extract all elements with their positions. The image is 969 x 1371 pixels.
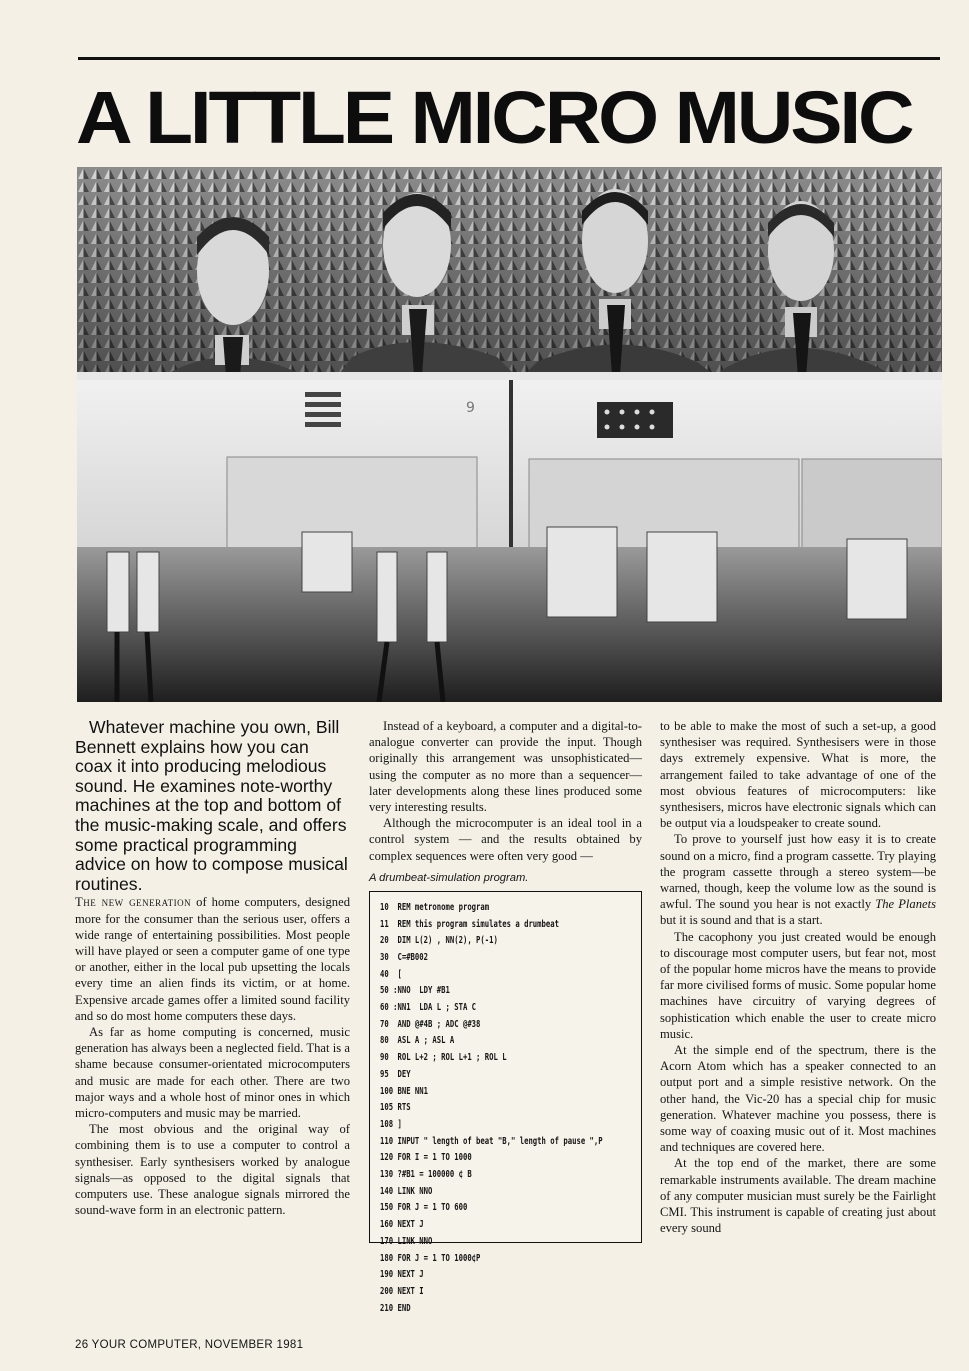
listing-line: 110 INPUT " length of beat "B," length of pause ",P: [380, 1135, 603, 1147]
col3-paragraph-1: to be able to make the most of such a set-up, a good synthesiser was required. Synthesisers were in those days extremely expensive. What is more, the arrangement failed to take advantage of one of the most obvious features of microcomputers: like synthesisers, micros have electronic signals which can be output via a loudspeaker to create sound.: [660, 719, 936, 831]
listing-line: 60 :NN1 LDA L ; STA C: [380, 1002, 477, 1014]
program-listing: [369, 891, 642, 1314]
listing-line: 180 FOR J = 1 TO 1000¢P: [380, 1252, 481, 1264]
page-footer: 26 YOUR COMPUTER, NOVEMBER 1981: [75, 1339, 304, 1351]
listing-line: 210 END: [380, 1302, 411, 1314]
listing-line: 40 [: [380, 968, 402, 980]
column-2: [369, 718, 642, 1314]
planets-title: The Planets: [875, 897, 936, 912]
listing-line: 170 LINK NNO: [380, 1235, 433, 1247]
band-photo: [77, 167, 942, 702]
column-3: [660, 718, 936, 1237]
col3-paragraph-5: At the top end of the market, there are some remarkable instruments available. The dream machine of any computer musician must surely be the Fairlight CMI. This instrument is capable of creating just about every sound: [660, 1156, 936, 1236]
listing-line: 130 ?#B1 = 100000 ¢ B: [380, 1169, 472, 1181]
listing-line: 150 FOR J = 1 TO 600: [380, 1202, 468, 1214]
col3-paragraph-4: At the simple end of the spectrum, there is the Acorn Atom which has a speaker connected to an output port and a simple resistive network. On the other hand, the Vic-20 has a special chip for music generation. Whatever machine you possess, there is some way of coaxing music out of it. Most machines and techniques are covered here.: [660, 1043, 936, 1155]
listing-line: 90 ROL L+2 ; ROL L+1 ; ROL L: [380, 1052, 507, 1064]
col2-paragraph-1: Instead of a keyboard, a computer and a digital-to-analogue converter can provide the input. Though originally this arrangement was unsophisticated—using the computer as no more than a sequencer—later developments along these lines produced some very interesting results.: [369, 719, 642, 815]
listing-line: 100 BNE NN1: [380, 1085, 429, 1097]
headline: A LITTLE MICRO MUSIC: [76, 76, 912, 159]
col1-paragraph-3: The most obvious and the original way of combining them is to use a computer to control a synthesiser. Early synthesisers worked by analogue signals—as opposed to the digital signals that computers use. These analogue signals mirrored the sound-wave form in an electronic pattern.: [75, 1122, 350, 1218]
listing-line: 11 REM this program simulates a drumbeat: [380, 918, 560, 930]
listing-line: 120 FOR I = 1 TO 1000: [380, 1152, 472, 1164]
col1-paragraph-2: As far as home computing is concerned, music generation has always been a neglected field. That is a shame because consumer-orientated microcomputers and music are made for each other. There are two major ways and a whole host of minor ones in which micro-computers and music may be married.: [75, 1024, 350, 1120]
col3-paragraph-2: To prove to yourself just how easy it is to create sound on a micro, find a program cassette. Try playing the program cassette through a stereo system—be warned, though, keep the volume low as the sound is awful. The sound you hear is not exactly The Planets but it is sound and that is a start.: [660, 832, 936, 928]
listing-line: 30 C=#B002: [380, 951, 429, 963]
listing-line: 200 NEXT I: [380, 1286, 424, 1297]
headline-rule: [78, 57, 940, 60]
listing-line: 105 RTS: [380, 1102, 411, 1114]
console-panel-number: 9: [466, 400, 475, 416]
listing-line: 190 NEXT J: [380, 1269, 424, 1281]
listing-line: 10 REM metronome program: [380, 901, 490, 913]
listing-line: 108 ]: [380, 1118, 402, 1130]
listing-line: 160 NEXT J: [380, 1219, 424, 1231]
listing-line: 80 ASL A ; ASL A: [380, 1035, 455, 1047]
listing-line: 95 DEY: [380, 1068, 411, 1080]
col2-paragraph-2: Although the microcomputer is an ideal tool in a control system — and the results obtained by complex sequences were often very good —: [369, 816, 642, 863]
column-1: [75, 718, 350, 1218]
listing-line: 70 AND @#4B ; ADC @#38: [380, 1018, 481, 1030]
listing-line: 20 DIM L(2) , NN(2), P(-1): [380, 935, 498, 947]
listing-line: 50 :NNO LDY #B1: [380, 985, 450, 997]
listing-caption: A drumbeat-simulation program.: [369, 871, 529, 884]
console-right-indicators: [597, 402, 673, 438]
standfirst: Whatever machine you own, Bill Bennett explains how you can coax it into producing melodious sound. He examines note-worthy machines at the top and bottom of the music-making scale, and offers some practical programming advice on how to compose musical routines.: [75, 717, 348, 894]
listing-line: 140 LINK NNO: [380, 1185, 433, 1197]
col3-paragraph-3: The cacophony you just created would be enough to discourage most computer users, but fear not, most of the popular home micros have the means to provide far more civilised forms of music. Some popular home machines have circuitry of varying degrees of sophistication which enable the user to create micro music.: [660, 929, 936, 1041]
col1-paragraph-1: The new generation of home computers, designed more for the consumer than the serious user, offers a wide range of entertaining possibilities. Most people will have played or seen a computer game of one type or another, either in the local pub upsetting the locals every time an alien finds its victim, or at home. Expensive arcade games offer a limited sound facility and so do most home computers these days.: [75, 895, 350, 1023]
lead-caps: The new generation: [75, 895, 192, 910]
